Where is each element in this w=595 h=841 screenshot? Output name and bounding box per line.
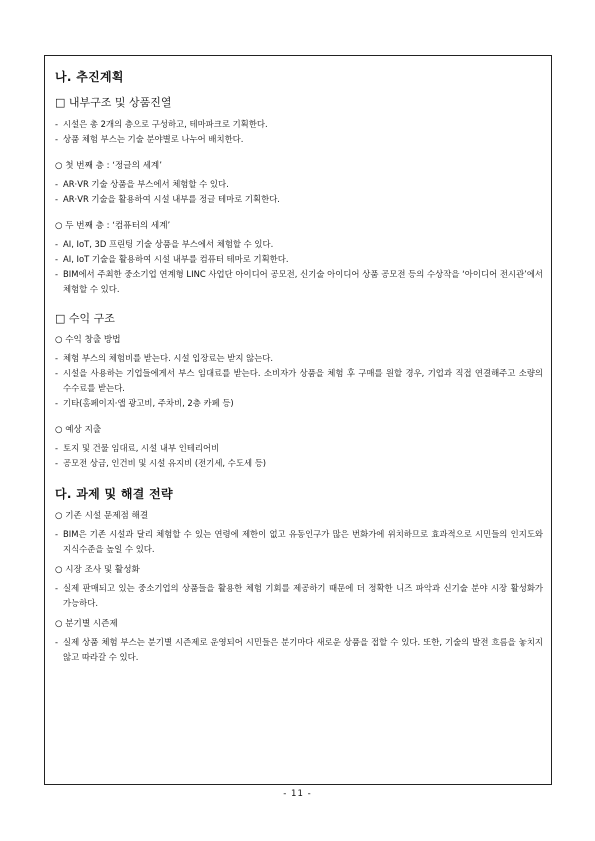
list-item: - BIM은 기존 시설과 달리 체험할 수 있는 연령에 제한이 없고 유동인구가 많은 번화가에 위치하므로 효과적으로 시민들의 인지도와 지식수준을 높일 수 있다. [55,529,543,554]
list-item: - AR·VR 기술 상품을 부스에서 체험할 수 있다. [55,179,229,189]
problem-title: ○ 기존 시설 문제점 해결 [55,511,149,521]
expense-list [55,441,543,471]
expense-title: ○ 예상 지출 [55,425,102,435]
list-item: - 시설을 사용하는 기업들에게서 부스 임대료를 받는다. 소비자가 상품을 체험 후 구매를 원할 경우, 기업과 직접 연결해주고 소량의 수수료를 받는다. [55,368,543,393]
market-title: ○ 시장 조사 및 활성화 [55,565,140,575]
list-item: - 토지 및 건물 임대료, 시설 내부 인테리어비 [55,443,220,453]
floor1-list [55,177,543,207]
list-item: - 기타(홈페이지·앱 광고비, 주차비, 2층 카페 등) [55,398,234,408]
list-item: - 체험 부스의 체험비를 받는다. 시설 입장료는 받지 않는다. [55,353,274,363]
list-item: - 실제 판매되고 있는 중소기업의 상품들을 활용한 체험 기회를 제공하기 때문에 더 정확한 니즈 파악과 신기술 분야 시장 활성화가 가능하다. [55,583,543,608]
floor1-title: ○ 첫 번째 층 : ‘정글의 세계’ [55,161,162,171]
revenue-list [55,351,543,411]
quarterly-list [55,635,543,665]
section-title-na: 나. 추진계획 [55,70,124,84]
problem-list [55,527,543,557]
subsection-title-revenue: □ 수익 구조 [55,312,115,325]
list-item: - 시설은 총 2개의 층으로 구성하고, 테마파크로 기획한다. [55,119,268,129]
list-item: - 상품 체험 부스는 기술 분야별로 나누어 배치한다. [55,134,244,144]
floor2-title: ○ 두 번째 층 : ‘컴퓨터의 세계’ [55,221,171,231]
structure-list [55,117,543,147]
list-item: - 공모전 상금, 인건비 및 시설 유지비 (전기세, 수도세 등) [55,458,267,468]
list-item: - BIM에서 주최한 중소기업 연계형 LINC 사업단 아이디어 공모전, 신기술 아이디어 상품 공모전 등의 수상작을 ‘아이디어 전시관’에서 체험할 수 있다. [55,269,543,294]
revenue-method-title: ○ 수익 창출 방법 [55,335,121,345]
list-item: - AI, IoT 기술을 활용하여 시설 내부를 컴퓨터 테마로 기획한다. [55,254,289,264]
list-item: - AR·VR 기술을 활용하여 시설 내부를 정글 테마로 기획한다. [55,194,280,204]
floor2-list [55,237,543,297]
subsection-title-structure: □ 내부구조 및 상품진열 [55,96,172,109]
list-item: - AI, IoT, 3D 프린팅 기술 상품을 부스에서 체험할 수 있다. [55,239,274,249]
document-body [55,68,543,665]
market-list [55,581,543,611]
section-title-da: 다. 과제 및 해결 전략 [55,487,173,501]
list-item: - 실제 상품 체험 부스는 분기별 시즌제로 운영되어 시민들은 분기마다 새로운 상품을 접할 수 있다. 또한, 기술의 발전 흐름을 놓치지 않고 따라갈 수 있다. [55,637,543,662]
quarterly-title: ○ 분기별 시즌제 [55,619,118,629]
page-number: - 11 - [283,789,312,799]
